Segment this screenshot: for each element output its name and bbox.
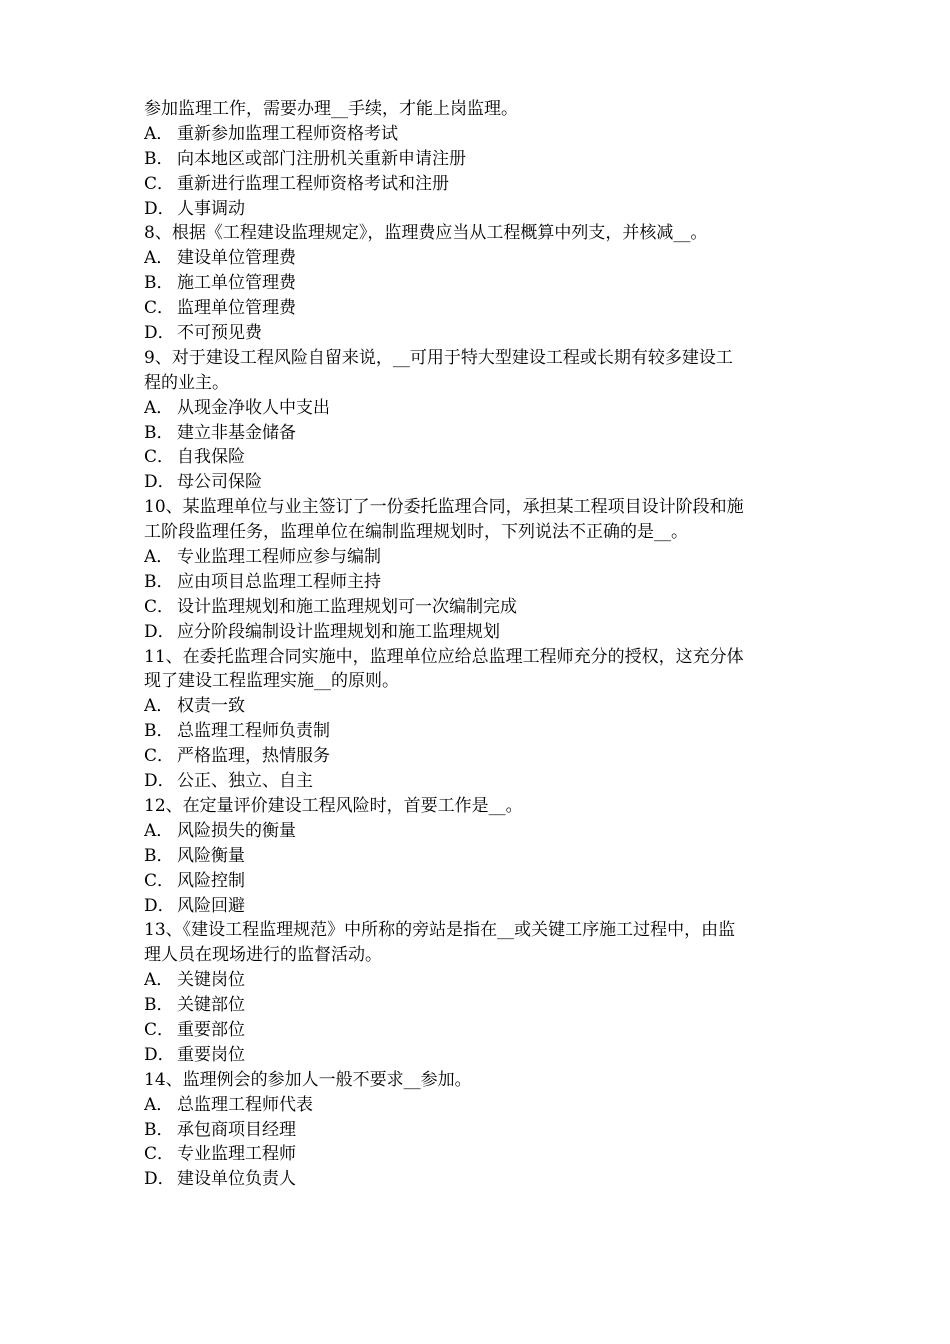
question-stem: 10、某监理单位与业主签订了一份委托监理合同，承担某工程项目设计阶段和施	[144, 497, 744, 518]
option-text: 严格监理，热情服务	[177, 746, 330, 767]
option-letter: C．	[144, 1144, 175, 1165]
answer-option	[144, 172, 808, 197]
answer-option	[144, 844, 808, 869]
answer-option	[144, 694, 808, 719]
answer-option	[144, 296, 808, 321]
answer-option	[144, 993, 808, 1018]
option-letter: C．	[144, 746, 175, 767]
answer-option	[144, 1142, 808, 1167]
text-line: 参加监理工作，需要办理__手续，才能上岗监理。	[144, 99, 518, 119]
question-stem: 11、在委托监理合同实施中，监理单位应给总监理工程师充分的授权，这充分体	[144, 646, 744, 667]
answer-option	[144, 819, 808, 844]
option-letter: B．	[144, 148, 174, 169]
answer-option	[144, 595, 808, 620]
answer-option	[144, 321, 808, 346]
answer-option	[144, 545, 808, 570]
option-text: 监理单位管理费	[177, 298, 296, 319]
answer-option	[144, 445, 808, 470]
option-text: 专业监理工程师	[177, 1144, 296, 1165]
option-text: 应由项目总监理工程师主持	[177, 571, 381, 592]
option-letter: A．	[144, 123, 174, 144]
text-line: 程的业主。	[144, 372, 229, 393]
option-text: 建设单位负责人	[177, 1169, 296, 1190]
option-text: 专业监理工程师应参与编制	[177, 547, 381, 568]
answer-option	[144, 147, 808, 172]
option-letter: D．	[144, 323, 175, 344]
option-text: 重新参加监理工程师资格考试	[177, 123, 398, 144]
option-text: 应分阶段编制设计监理规划和施工监理规划	[177, 621, 500, 642]
option-text: 施工单位管理费	[177, 273, 296, 294]
option-text: 设计监理规划和施工监理规划可一次编制完成	[177, 596, 517, 617]
question-stem: 13、《建设工程监理规范》中所称的旁站是指在__或关键工序施工过程中，由监	[144, 920, 736, 941]
text-line: 现了建设工程监理实施__的原则。	[144, 671, 399, 692]
answer-option	[144, 1043, 808, 1068]
question-stem: 12、在定量评价建设工程风险时，首要工作是__。	[144, 795, 523, 816]
option-letter: A．	[144, 1094, 174, 1115]
option-text: 重要岗位	[177, 1044, 245, 1065]
answer-option	[144, 1018, 808, 1043]
option-text: 自我保险	[177, 447, 245, 468]
option-letter: D．	[144, 771, 175, 792]
option-letter: A．	[144, 248, 174, 269]
option-text: 风险损失的衡量	[177, 820, 296, 841]
option-text: 向本地区或部门注册机关重新申请注册	[177, 148, 466, 169]
answer-option	[144, 271, 808, 296]
option-text: 重要部位	[177, 1019, 245, 1040]
option-letter: D．	[144, 1169, 175, 1190]
answer-option	[144, 1118, 808, 1143]
document-body	[144, 97, 808, 1192]
option-text: 建立非基金储备	[177, 422, 296, 443]
answer-option	[144, 396, 808, 421]
option-letter: C．	[144, 298, 175, 319]
option-text: 关键部位	[177, 995, 245, 1016]
answer-option	[144, 744, 808, 769]
answer-option	[144, 968, 808, 993]
option-text: 承包商项目经理	[177, 1119, 296, 1140]
answer-option	[144, 769, 808, 794]
option-letter: B．	[144, 273, 174, 294]
option-text: 总监理工程师代表	[177, 1094, 313, 1115]
text-line: 理人员在现场进行的监督活动。	[144, 945, 382, 966]
answer-option	[144, 570, 808, 595]
option-letter: C．	[144, 1019, 175, 1040]
option-letter: A．	[144, 397, 174, 418]
option-text: 重新进行监理工程师资格考试和注册	[177, 173, 449, 194]
option-letter: C．	[144, 173, 175, 194]
option-text: 关键岗位	[177, 970, 245, 991]
option-text: 风险衡量	[177, 845, 245, 866]
option-letter: A．	[144, 547, 174, 568]
answer-option	[144, 246, 808, 271]
option-letter: B．	[144, 845, 174, 866]
option-letter: C．	[144, 596, 175, 617]
option-letter: D．	[144, 895, 175, 916]
option-letter: C．	[144, 447, 175, 468]
answer-option	[144, 122, 808, 147]
option-letter: D．	[144, 1044, 175, 1065]
option-text: 不可预见费	[177, 323, 262, 344]
answer-option	[144, 1167, 808, 1192]
answer-option	[144, 894, 808, 919]
option-letter: D．	[144, 472, 175, 493]
option-text: 总监理工程师负责制	[177, 721, 330, 742]
option-letter: A．	[144, 970, 174, 991]
option-letter: B．	[144, 995, 174, 1016]
answer-option	[144, 197, 808, 222]
option-text: 人事调动	[177, 198, 245, 219]
option-letter: B．	[144, 721, 174, 742]
option-letter: B．	[144, 422, 174, 443]
answer-option	[144, 421, 808, 446]
option-text: 权责一致	[177, 696, 245, 717]
option-text: 风险控制	[177, 870, 245, 891]
option-text: 建设单位管理费	[177, 248, 296, 269]
answer-option	[144, 719, 808, 744]
option-text: 母公司保险	[177, 472, 262, 493]
option-letter: D．	[144, 198, 175, 219]
answer-option	[144, 470, 808, 495]
option-text: 从现金净收人中支出	[177, 397, 330, 418]
answer-option	[144, 869, 808, 894]
question-stem: 8、根据《工程建设监理规定》，监理费应当从工程概算中列支，并核减__。	[144, 223, 708, 244]
question-stem: 14、监理例会的参加人一般不要求__参加。	[144, 1069, 472, 1090]
answer-option	[144, 620, 808, 645]
option-text: 公正、独立、自主	[177, 771, 313, 792]
answer-option	[144, 1093, 808, 1118]
option-text: 风险回避	[177, 895, 245, 916]
option-letter: B．	[144, 1119, 174, 1140]
text-line: 工阶段监理任务，监理单位在编制监理规划时，下列说法不正确的是__。	[144, 522, 688, 543]
option-letter: A．	[144, 820, 174, 841]
option-letter: C．	[144, 870, 175, 891]
option-letter: D．	[144, 621, 175, 642]
question-stem: 9、对于建设工程风险自留来说，__可用于特大型建设工程或长期有较多建设工	[144, 347, 733, 368]
option-letter: A．	[144, 696, 174, 717]
option-letter: B．	[144, 571, 174, 592]
